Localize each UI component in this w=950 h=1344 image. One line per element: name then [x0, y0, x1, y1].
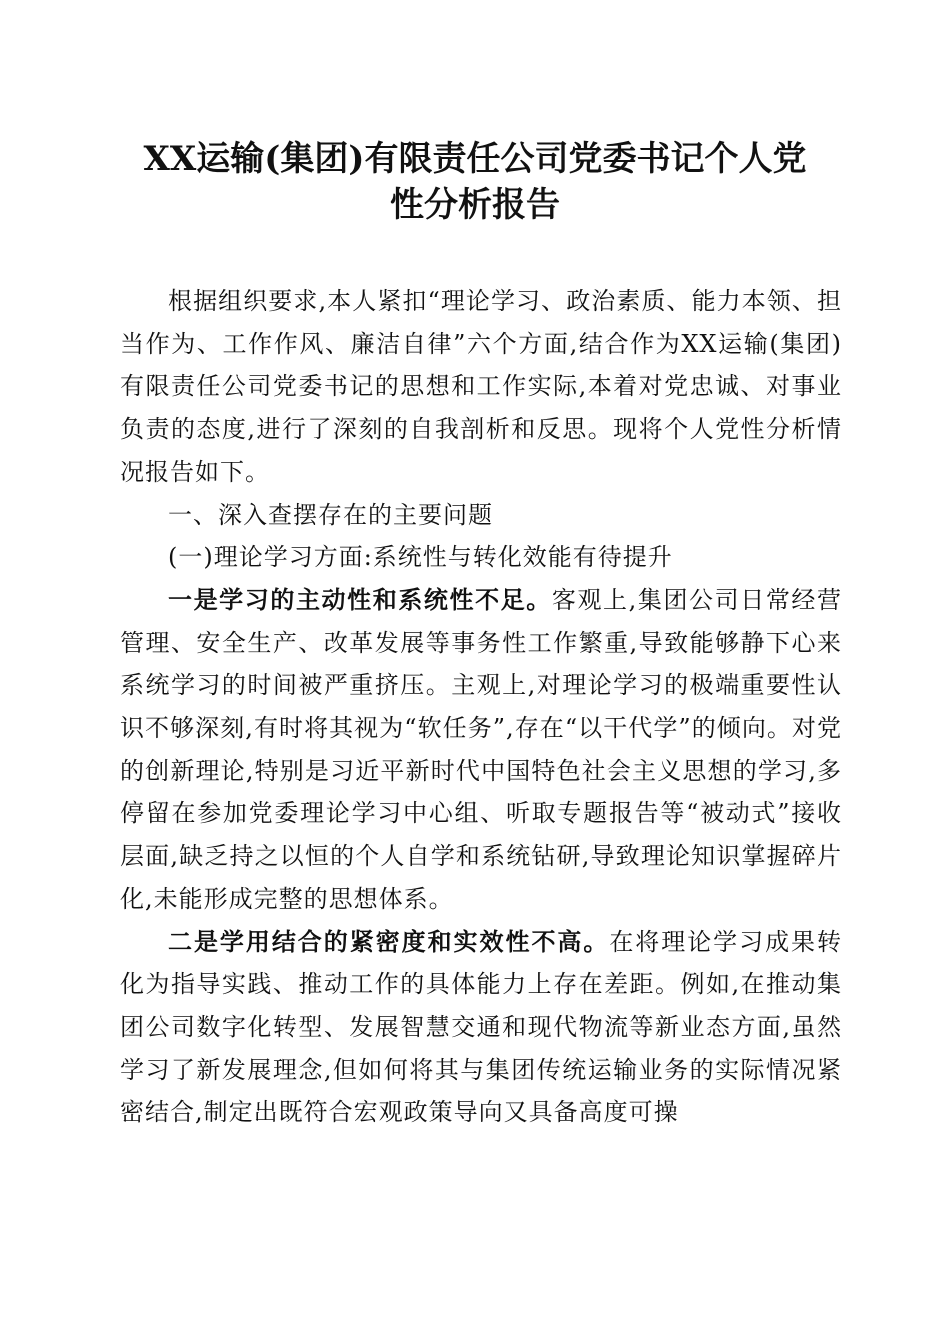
document-body [120, 280, 842, 1134]
paragraph-2-lead: 二是学用结合的紧密度和实效性不高。 [168, 926, 610, 956]
paragraph-2 [120, 921, 842, 1135]
subsection-heading-1: (一)理论学习方面:系统性与转化效能有待提升 [168, 543, 673, 572]
paragraph-1-lead: 一是学习的主动性和系统性不足。 [168, 584, 552, 614]
paragraph-1-body: 客观上,集团公司日常经营管理、安全生产、改革发展等事务性工作繁重,导致能够静下心来系统学习的时间被严重挤压。主观上,对理论学习的极端重要性认识不够深刻,有时将其视为“软任务”,存在“以干代学”的倾向。对党的创新理论,特别是习近平新时代中国特色社会主义思想的学习,多停留在参加党委理论学习中心组、听取专题报告等“被动式”接收层面,缺乏持之以恒的个人自学和系统钻研,导致理论知识掌握碎片化,未能形成完整的思想体系。 [120, 585, 843, 913]
title-line-1: XX运输(集团)有限责任公司党委书记个人党 [143, 139, 807, 179]
document-title [100, 136, 850, 228]
section-heading-1: 一、深入查摆存在的主要问题 [168, 500, 493, 529]
paragraph-1 [120, 579, 842, 921]
title-line-2: 性分析报告 [390, 185, 560, 225]
intro-paragraph: 根据组织要求,本人紧扣“理论学习、政治素质、能力本领、担当作为、工作作风、廉洁自律”六个方面,结合作为XX运输(集团)有限责任公司党委书记的思想和工作实际,本着对党忠诚、对事业负责的态度,进行了深刻的自我剖析和反思。现将个人党性分析情况报告如下。 [120, 287, 842, 486]
paragraph-2-body: 在将理论学习成果转化为指导实践、推动工作的具体能力上存在差距。例如,在推动集团公司数字化转型、发展智慧交通和现代物流等新业态方面,虽然学习了新发展理念,但如何将其与集团传统运输业务的实际情况紧密结合,制定出既符合宏观政策导向又具备高度可操 [120, 927, 843, 1127]
